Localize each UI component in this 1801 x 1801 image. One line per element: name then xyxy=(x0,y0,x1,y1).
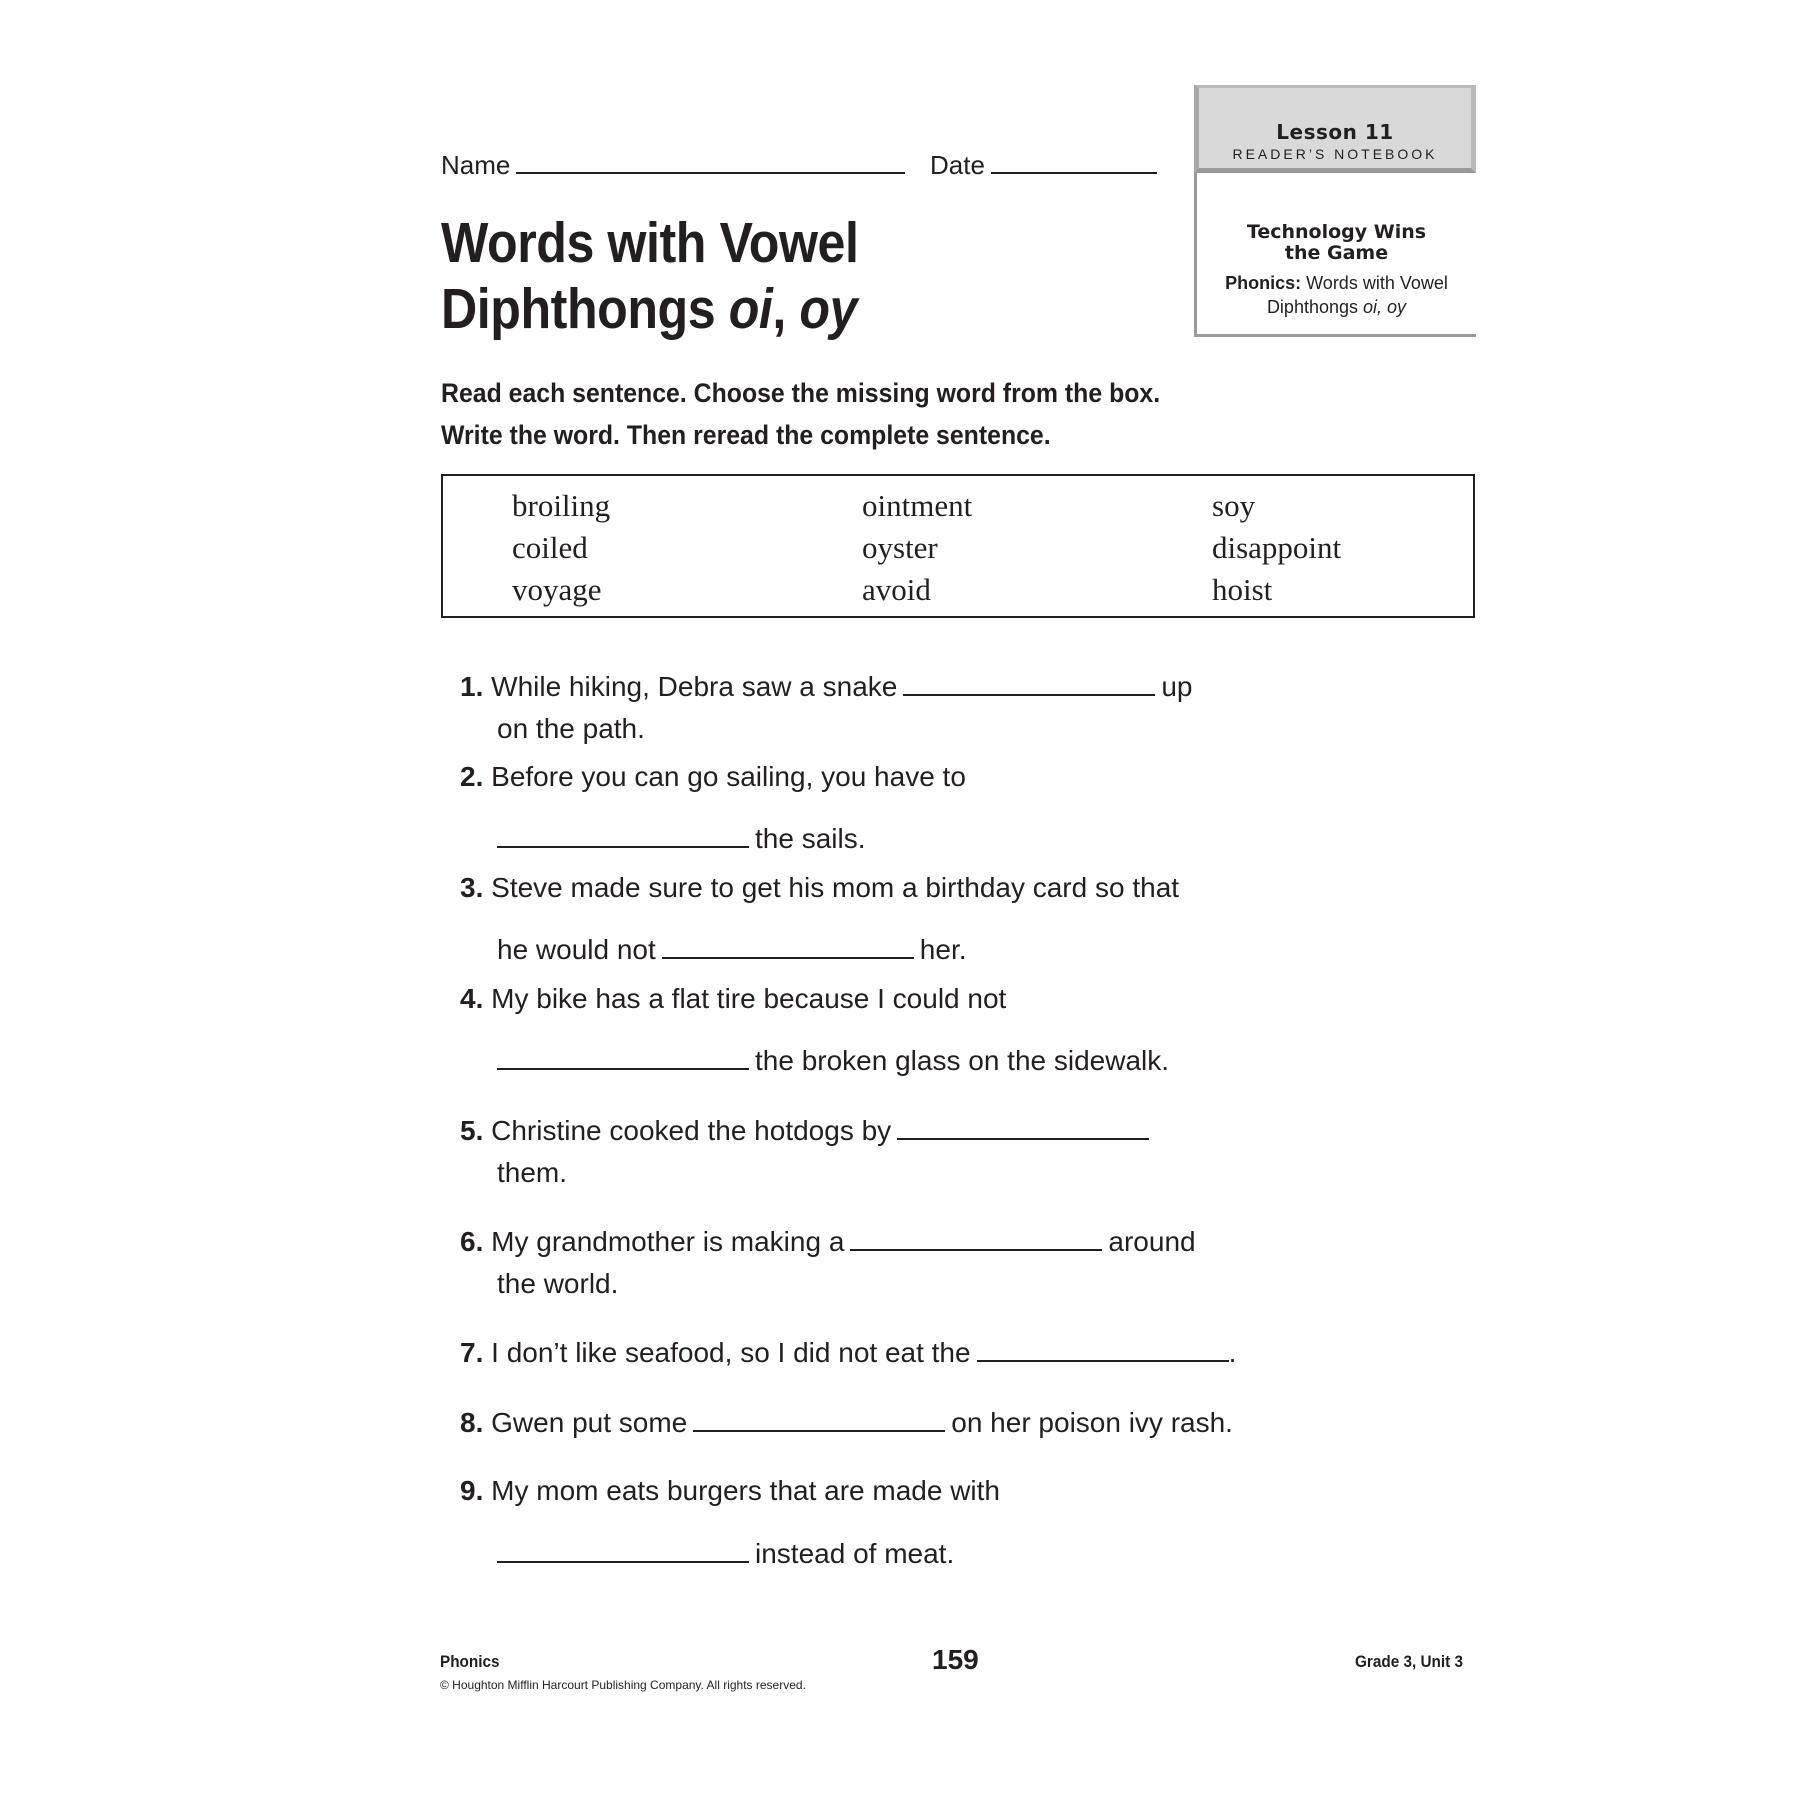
answer-blank[interactable] xyxy=(497,846,749,848)
word-item: oyster xyxy=(862,530,938,565)
question-number: 4. xyxy=(460,983,484,1014)
question-number: 2. xyxy=(460,761,484,792)
question-number: 6. xyxy=(460,1226,484,1257)
lesson-number: Lesson 11 xyxy=(1276,120,1394,144)
question-text: up xyxy=(1161,671,1193,702)
footer-copyright: © Houghton Mifflin Harcourt Publishing Company. All rights reserved. xyxy=(440,1678,806,1692)
footer-grade: Grade 3, Unit 3 xyxy=(1355,1652,1463,1671)
question-text: the sails. xyxy=(755,823,866,854)
answer-blank[interactable] xyxy=(497,1561,749,1563)
word-item: voyage xyxy=(512,572,602,607)
answer-blank[interactable] xyxy=(497,1068,749,1070)
question-text: the broken glass on the sidewalk. xyxy=(755,1045,1170,1076)
answer-blank[interactable] xyxy=(693,1430,945,1432)
notebook-label: READER’S NOTEBOOK xyxy=(1232,146,1438,162)
word-item: coiled xyxy=(512,530,588,565)
phonics-label: Phonics: xyxy=(1225,273,1302,293)
title-comma: , xyxy=(772,277,786,341)
phonics-text-2: Diphthongs xyxy=(1266,297,1359,317)
word-item: avoid xyxy=(862,572,931,607)
question-4 xyxy=(460,978,1006,1020)
answer-blank[interactable] xyxy=(977,1360,1229,1362)
page-title xyxy=(441,210,858,342)
question-text: My grandmother is making a xyxy=(491,1226,845,1257)
question-2-continued xyxy=(491,818,866,860)
question-number: 8. xyxy=(460,1407,484,1438)
title-line-2 xyxy=(441,276,858,342)
question-text: I don’t like seafood, so I did not eat the xyxy=(491,1337,971,1368)
question-text: Christine cooked the hotdogs by xyxy=(491,1115,892,1146)
date-label: Date xyxy=(930,150,985,180)
phonics-text-1: Words with Vowel xyxy=(1306,273,1448,293)
question-1-continued: on the path. xyxy=(497,713,645,744)
question-2 xyxy=(460,756,966,798)
question-6 xyxy=(460,1221,1196,1263)
date-field[interactable] xyxy=(991,172,1157,174)
question-text: Before you can go sailing, you have to xyxy=(491,761,966,792)
question-text: on her poison ivy rash. xyxy=(951,1407,1233,1438)
question-number: 1. xyxy=(460,671,484,702)
word-item: disappoint xyxy=(1212,530,1342,565)
word-item: hoist xyxy=(1212,572,1273,607)
question-number: 9. xyxy=(460,1475,484,1506)
phonics-info xyxy=(1197,271,1476,319)
question-3-continued xyxy=(497,929,967,971)
question-text: My bike has a flat tire because I could not xyxy=(491,983,1007,1014)
name-field[interactable] xyxy=(516,172,905,174)
lesson-tab xyxy=(1194,85,1476,173)
question-5 xyxy=(460,1110,1155,1152)
name-label: Name xyxy=(441,150,511,180)
question-9 xyxy=(460,1470,1000,1512)
title-line-1: Words with Vowel xyxy=(441,211,859,275)
footer-section: Phonics xyxy=(440,1652,500,1671)
title-italic-oi: oi xyxy=(728,277,773,341)
question-7 xyxy=(460,1332,1236,1374)
directions xyxy=(441,372,1160,456)
question-6-continued: the world. xyxy=(497,1268,619,1299)
word-item: broiling xyxy=(512,488,611,523)
directions-line-2: Write the word. Then reread the complete sentence. xyxy=(441,420,1051,450)
story-title: Technology Wins the Game xyxy=(1246,221,1427,264)
question-text: My mom eats burgers that are made with xyxy=(491,1475,1001,1506)
question-number: 5. xyxy=(460,1115,484,1146)
question-text: her. xyxy=(919,934,967,965)
phonics-italic: oi, oy xyxy=(1363,297,1407,317)
question-text: he would not xyxy=(497,934,656,965)
word-item: ointment xyxy=(862,488,973,523)
question-text: around xyxy=(1108,1226,1196,1257)
question-text: Gwen put some xyxy=(491,1407,688,1438)
question-number: 3. xyxy=(460,872,484,903)
lesson-info xyxy=(1194,173,1476,337)
answer-blank[interactable] xyxy=(903,694,1155,696)
title-word: Diphthongs xyxy=(441,277,716,341)
question-text: Steve made sure to get his mom a birthday card so that xyxy=(491,872,1180,903)
question-3 xyxy=(460,867,1179,909)
word-item: soy xyxy=(1212,488,1256,523)
question-1 xyxy=(460,666,1193,708)
question-number: 7. xyxy=(460,1337,484,1368)
question-9-continued xyxy=(491,1533,954,1575)
question-5-continued: them. xyxy=(497,1157,568,1188)
directions-line-1: Read each sentence. Choose the missing word from the box. xyxy=(441,378,1161,408)
page-number: 159 xyxy=(932,1644,979,1675)
title-italic-oy: oy xyxy=(799,277,858,341)
question-text: . xyxy=(1228,1337,1237,1368)
question-text: While hiking, Debra saw a snake xyxy=(491,671,898,702)
question-8 xyxy=(460,1402,1233,1444)
question-text: instead of meat. xyxy=(755,1538,955,1569)
answer-blank[interactable] xyxy=(850,1249,1102,1251)
answer-blank[interactable] xyxy=(662,957,914,959)
answer-blank[interactable] xyxy=(897,1138,1149,1140)
question-4-continued xyxy=(491,1040,1169,1082)
